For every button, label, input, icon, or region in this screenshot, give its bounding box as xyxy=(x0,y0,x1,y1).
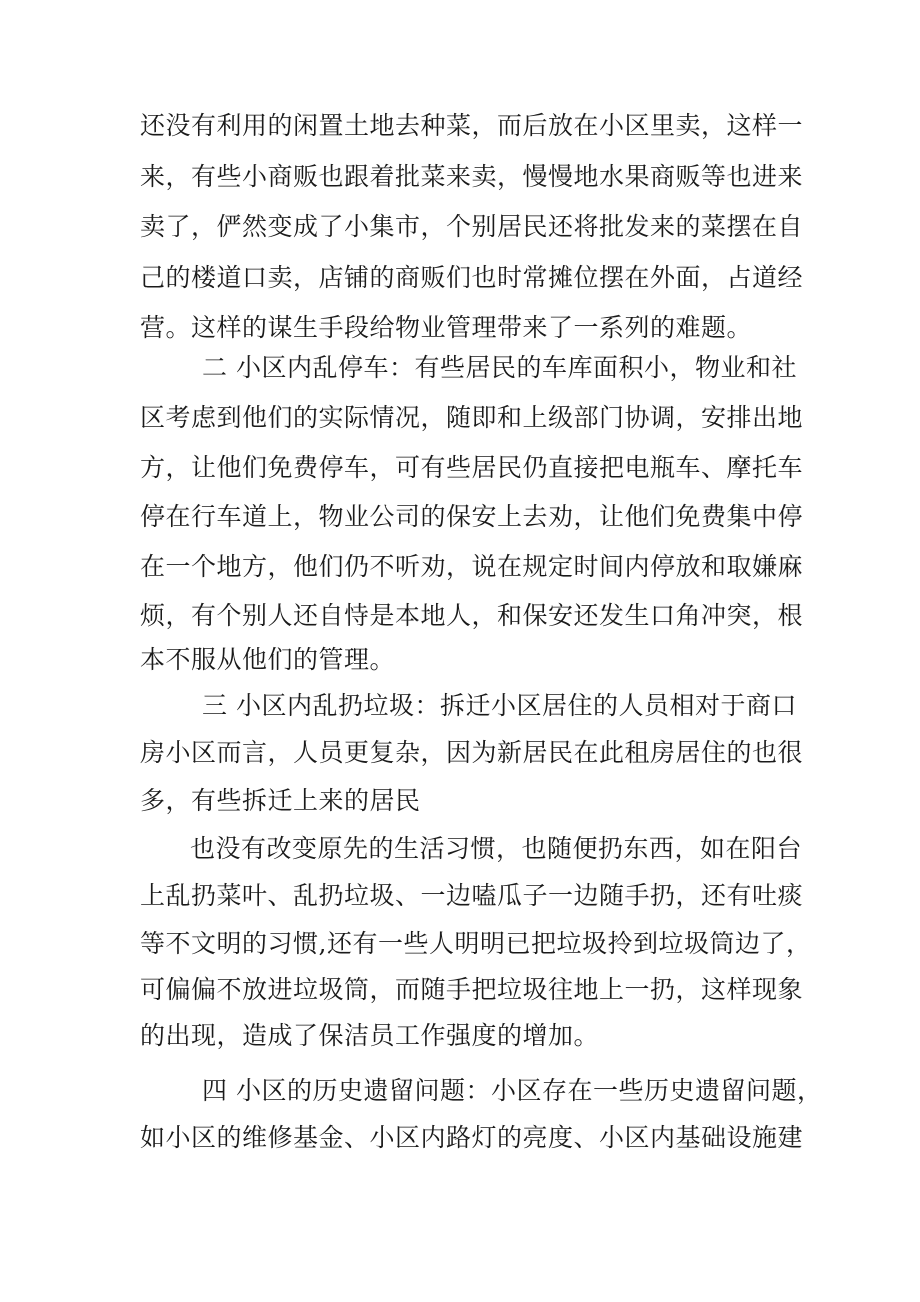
text-line: 可偏偏不放进垃圾筒，而随手把垃圾往地上一扔，这样现象 xyxy=(140,975,804,1004)
text-line: 区考虑到他们的实际情况，随即和上级部门协调，安排出地 xyxy=(140,403,804,432)
text-line: 在一个地方，他们仍不听劝，说在规定时间内停放和取嫌麻 xyxy=(140,552,804,581)
text-line: 来，有些小商贩也跟着批菜来卖，慢慢地水果商贩等也进来 xyxy=(140,162,804,191)
text-line: 还没有利用的闲置土地去种菜，而后放在小区里卖，这样一 xyxy=(140,111,804,140)
text-line: 方，让他们免费停车，可有些居民仍直接把电瓶车、摩托车 xyxy=(140,453,804,482)
text-line: 上乱扔菜叶、乱扔垃圾、一边嗑瓜子一边随手扔，还有吐痰 xyxy=(140,881,804,910)
text-line: 烦，有个别人还自恃是本地人，和保安还发生口角冲突，根 xyxy=(140,601,804,630)
text-line: 如小区的维修基金、小区内路灯的亮度、小区内基础设施建 xyxy=(140,1123,804,1152)
text-line: 本不服从他们的管理。 xyxy=(140,645,396,674)
paragraph-start-line: 也没有改变原先的生活习惯，也随便扔东西，如在阳台 xyxy=(190,834,803,863)
text-line: 房小区而言，人员更复杂，因为新居民在此租房居住的也很 xyxy=(140,738,804,767)
paragraph-start-line: 四 小区的历史遗留问题：小区存在一些历史遗留问题， xyxy=(202,1076,823,1105)
text-line: 多，有些拆迁上来的居民 xyxy=(140,786,421,815)
text-line: 营。这样的谋生手段给物业管理带来了一系列的难题。 xyxy=(140,313,753,342)
text-line: 卖了，俨然变成了小集市，个别居民还将批发来的菜摆在自 xyxy=(140,212,804,241)
paragraph-start-line: 三 小区内乱扔垃圾：拆迁小区居住的人员相对于商口 xyxy=(202,691,797,720)
text-line: 的出现，造成了保洁员工作强度的增加。 xyxy=(140,1021,600,1050)
text-line: 己的楼道口卖，店铺的商贩们也时常摊位摆在外面，占道经 xyxy=(140,263,804,292)
text-line: 等不文明的习惯,还有一些人明明已把垃圾拎到垃圾筒边了， xyxy=(140,929,812,958)
paragraph-start-line: 二 小区内乱停车：有些居民的车库面积小，物业和社 xyxy=(202,353,797,382)
text-line: 停在行车道上，物业公司的保安上去劝，让他们免费集中停 xyxy=(140,502,804,531)
